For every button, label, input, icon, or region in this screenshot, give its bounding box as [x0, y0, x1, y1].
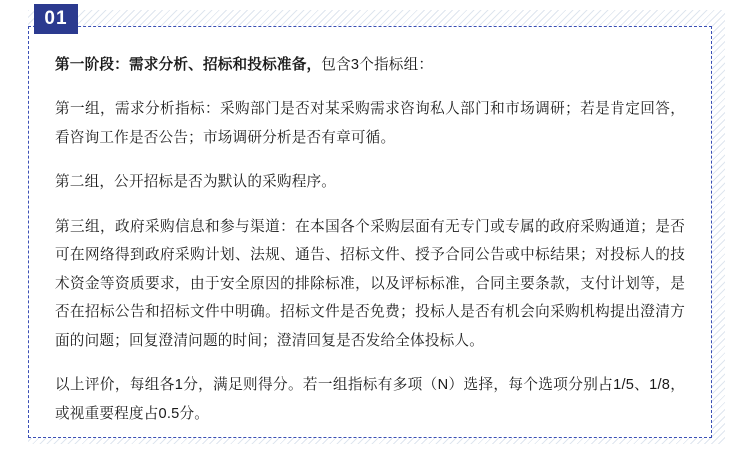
paragraph-3 [55, 168, 685, 196]
section-number-badge [34, 4, 78, 34]
paragraph-5-text: 以上评价，每组各1分，满足则得分。若一组指标有多项（N）选择，每个选项分别占1/5、1/8，或视重要程度占0.5分。 [55, 377, 685, 422]
paragraph-2-text: 第一组，需求分析指标：采购部门是否对某采购需求咨询私人部门和市场调研；若是肯定回答，看咨询工作是否公告；市场调研分析是否有章可循。 [55, 101, 685, 146]
content-panel [28, 26, 712, 438]
paragraph-5 [55, 371, 685, 428]
paragraph-4-text: 第三组，政府采购信息和参与渠道：在本国各个采购层面有无专门或专属的政府采购通道；是否可在网络得到政府采购计划、法规、通告、招标文件、授予合同公告或中标结果；对投标人的技术资金等资质要求，由于安全原因的排除标准，以及评标标准，合同主要条款，支付计划等，是否在招标公告和招标文件中明确。招标文件是否免费；投标人是否有机会向采购机构提出澄清方面的问题；回复澄清问题的时间；澄清回复是否发给全体投标人。 [55, 218, 685, 349]
paragraph-4 [55, 213, 685, 355]
paragraph-1-rest: 包含3个指标组： [321, 57, 434, 73]
paragraph-1 [55, 51, 685, 79]
paragraph-2 [55, 95, 685, 152]
paragraph-1-lead: 第一阶段：需求分析、招标和投标准备， [55, 57, 322, 73]
paragraph-3-text: 第二组，公开招标是否为默认的采购程序。 [55, 174, 337, 191]
section-number-text: 01 [44, 8, 68, 29]
